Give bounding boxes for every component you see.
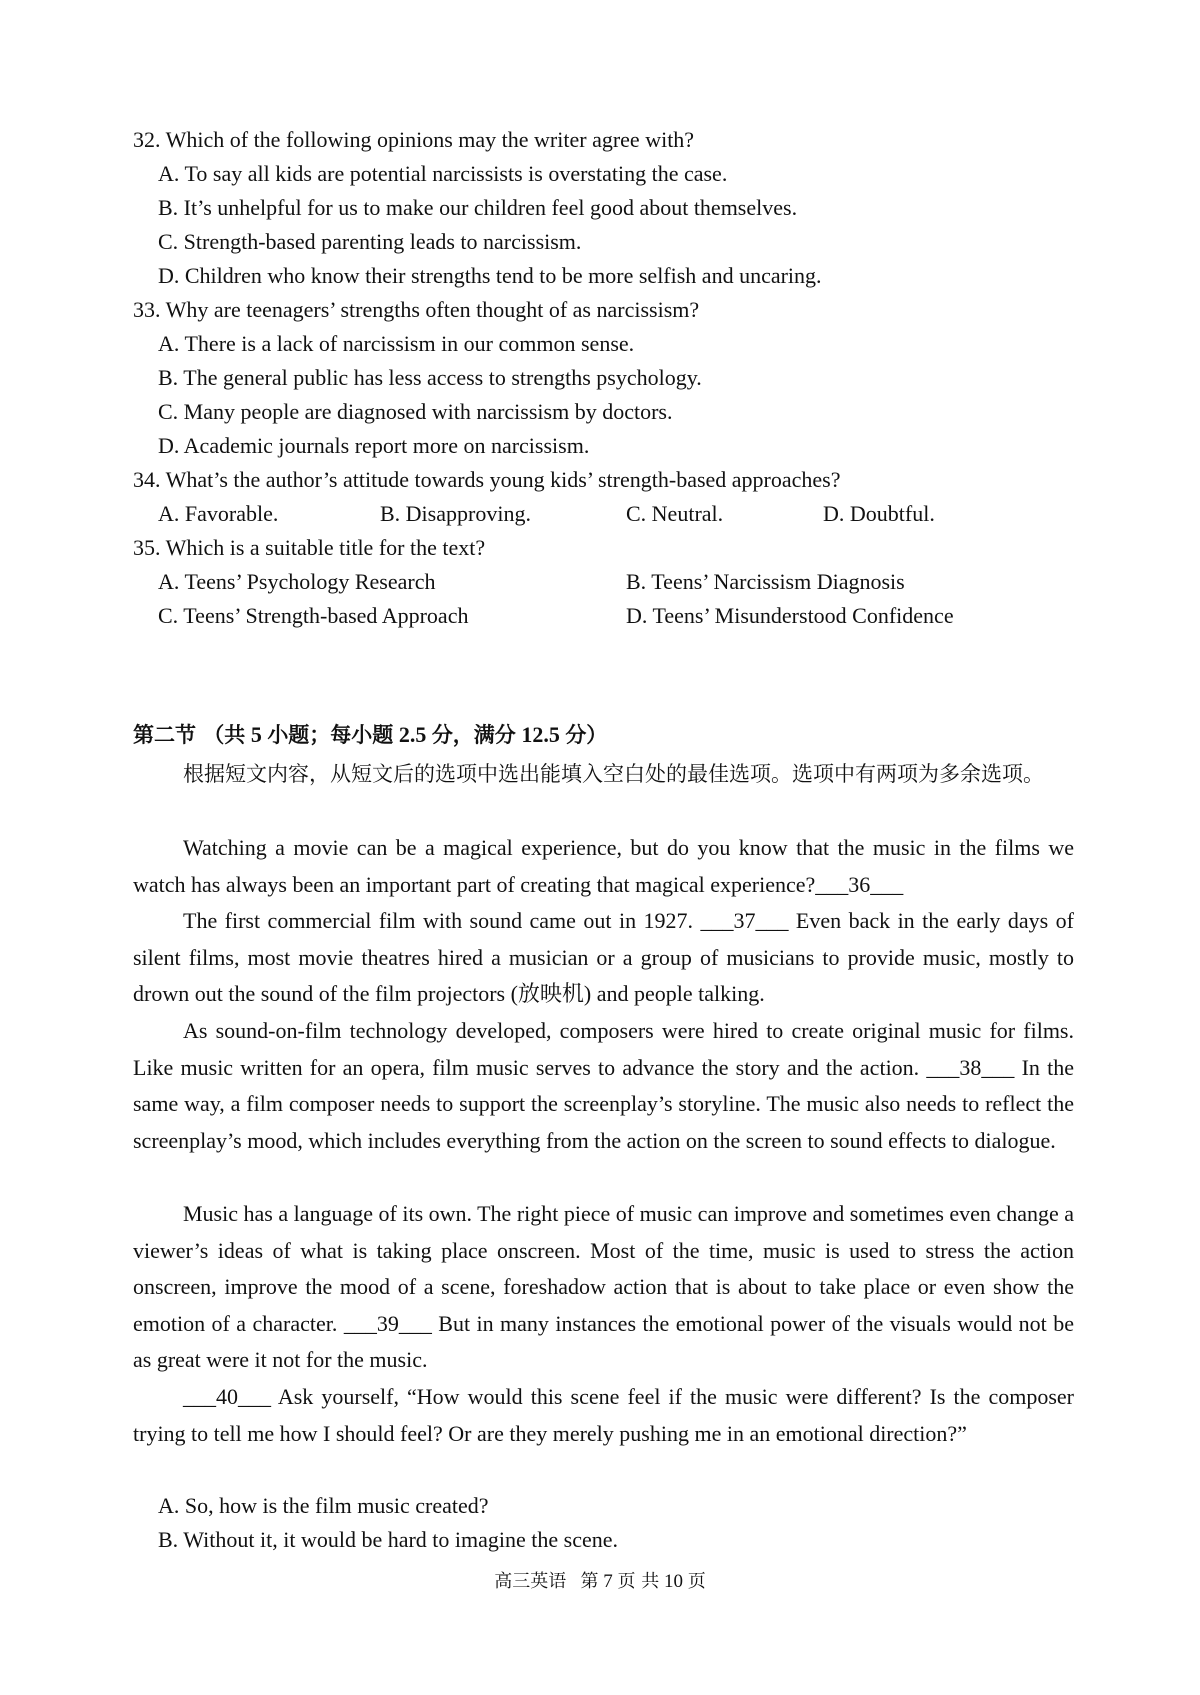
question-33-option-d: D. Academic journals report more on narcissism. <box>158 433 590 458</box>
passage-paragraph-5: ___40___ Ask yourself, “How would this scene feel if the music were different? Is the composer trying to tell me how I should feel? Or are they merely pushing me in an emotional direction?” <box>133 1384 1074 1446</box>
question-33-option-b: B. The general public has less access to strengths psychology. <box>158 365 702 390</box>
question-32-stem: 32. Which of the following opinions may the writer agree with? <box>133 127 695 152</box>
question-35-stem: 35. Which is a suitable title for the text? <box>133 535 486 560</box>
question-35-option-d: D. Teens’ Misunderstood Confidence <box>626 603 954 628</box>
question-33-stem: 33. Why are teenagers’ strengths often thought of as narcissism? <box>133 297 700 322</box>
question-34-option-a: A. Favorable. <box>158 501 279 526</box>
question-32-option-b: B. It’s unhelpful for us to make our children feel good about themselves. <box>158 195 798 220</box>
answer-option-b: B. Without it, it would be hard to imagine the scene. <box>158 1527 619 1552</box>
question-32-option-c: C. Strength-based parenting leads to narcissism. <box>158 229 582 254</box>
question-34-option-d: D. Doubtful. <box>823 501 935 526</box>
passage-paragraph-2: The first commercial film with sound came out in 1927. ___37___ Even back in the early days of silent films, most movie theatres hired a musician or a group of musicians to provide music, mostly to drown out the sound of the film projectors (放映机) and people talking. <box>133 908 1074 1007</box>
question-35-option-a: A. Teens’ Psychology Research <box>158 569 436 594</box>
passage-paragraph-1: Watching a movie can be a magical experience, but do you know that the music in the films we watch has always been an important part of creating that magical experience?___36___ <box>133 835 1074 897</box>
passage-paragraph-4: Music has a language of its own. The right piece of music can improve and sometimes even change a viewer’s ideas of what is taking place onscreen. Most of the time, music is used to stress the action onscreen, improve the mood of a scene, foreshadow action that is about to take place or even show the emotion of a character. ___39___ But in many instances the emotional power of the visuals would not be as great were it not for the music. <box>133 1201 1074 1373</box>
page-footer: 高三英语 第 7 页 共 10 页 <box>494 1571 706 1592</box>
question-32-option-d: D. Children who know their strengths tend to be more selfish and uncaring. <box>158 263 822 288</box>
question-35-option-b: B. Teens’ Narcissism Diagnosis <box>626 569 905 594</box>
section-2-instruction: 根据短文内容，从短文后的选项中选出能填入空白处的最佳选项。选项中有两项为多余选项。 <box>183 762 1044 786</box>
question-34-stem: 34. What’s the author’s attitude towards young kids’ strength-based approaches? <box>133 467 841 492</box>
question-32-option-a: A. To say all kids are potential narcissists is overstating the case. <box>158 161 728 186</box>
question-34-option-b: B. Disapproving. <box>380 501 531 526</box>
question-33-option-a: A. There is a lack of narcissism in our common sense. <box>158 331 635 356</box>
question-35-option-c: C. Teens’ Strength-based Approach <box>158 603 469 628</box>
question-34-option-c: C. Neutral. <box>626 501 724 526</box>
answer-option-a: A. So, how is the film music created? <box>158 1493 489 1518</box>
question-33-option-c: C. Many people are diagnosed with narcissism by doctors. <box>158 399 673 424</box>
section-2-title: 第二节 （共 5 小题；每小题 2.5 分，满分 12.5 分） <box>133 722 608 747</box>
passage-paragraph-3: As sound-on-film technology developed, composers were hired to create original music for films. Like music written for an opera, film music serves to advance the story and the action. ___38___ In the same way, a film composer needs to support the screenplay’s storyline. The music also needs to reflect the screenplay’s mood, which includes everything from the action on the screen to sound effects to dialogue. <box>133 1018 1074 1153</box>
